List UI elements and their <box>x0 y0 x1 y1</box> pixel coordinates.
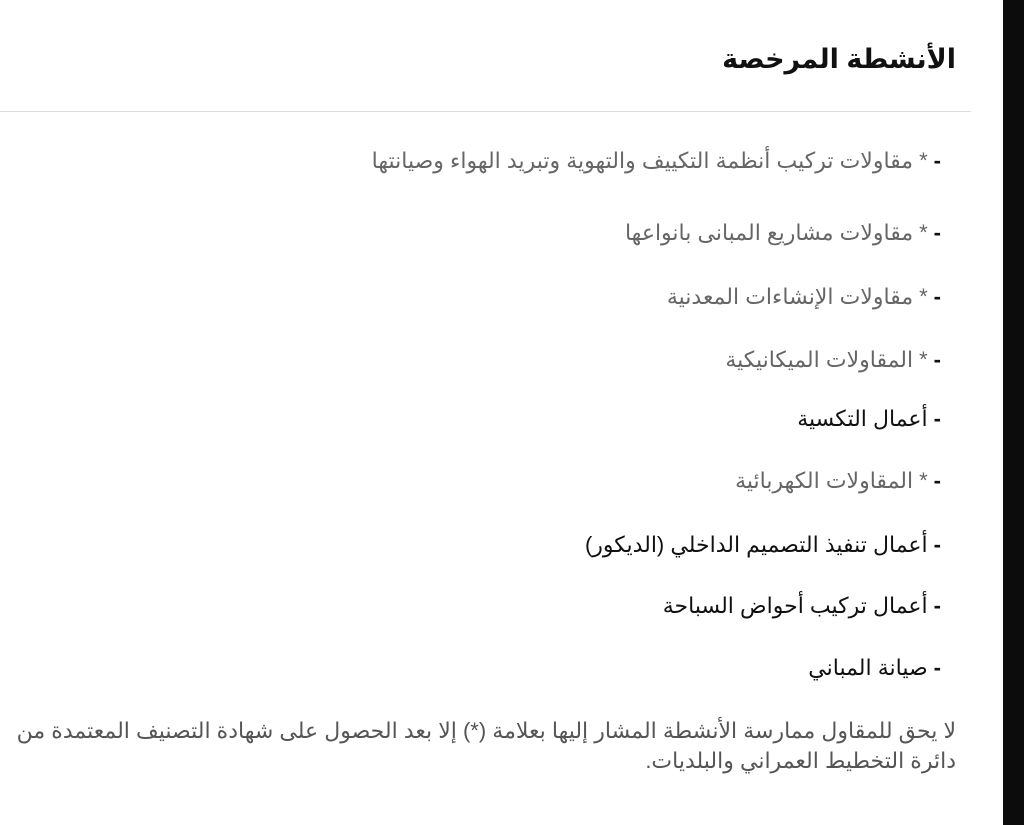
list-item <box>663 591 941 621</box>
activity-label: مقاولات الإنشاءات المعدنية <box>666 284 914 309</box>
activity-label: أعمال تركيب أحواض السباحة <box>662 593 928 618</box>
bullet-dash: - <box>933 347 941 372</box>
list-item <box>735 466 941 496</box>
asterisk-marker: * <box>919 220 928 245</box>
bullet-dash: - <box>933 655 941 680</box>
asterisk-marker: * <box>919 347 928 372</box>
page-title: الأنشطة المرخصة <box>722 44 956 74</box>
window-edge-bar <box>1003 0 1024 825</box>
bullet-dash: - <box>933 593 941 618</box>
asterisk-marker: * <box>919 468 928 493</box>
asterisk-marker: * <box>919 284 928 309</box>
list-item <box>808 653 941 683</box>
list-item <box>585 530 941 560</box>
activity-label: المقاولات الميكانيكية <box>725 347 914 372</box>
list-item <box>725 345 941 375</box>
bullet-dash: - <box>933 468 941 493</box>
activity-label: أعمال تنفيذ التصميم الداخلي (الديكور) <box>584 532 928 557</box>
activity-label: مقاولات مشاريع المبانى بانواعها <box>624 220 914 245</box>
activity-label: مقاولات تركيب أنظمة التكييف والتهوية وتبريد الهواء وصيانتها <box>371 148 914 173</box>
activity-label: صيانة المباني <box>808 655 928 680</box>
bullet-dash: - <box>933 406 941 431</box>
bullet-dash: - <box>933 532 941 557</box>
certification-note: لا يحق للمقاول ممارسة الأنشطة المشار إليها بعلامة (*) إلا بعد الحصول على شهادة التصنيف المعتمدة من دائرة التخطيط العمراني والبلديات. <box>16 718 956 773</box>
title-divider <box>0 111 971 112</box>
bullet-dash: - <box>933 284 941 309</box>
list-item <box>667 282 941 312</box>
bullet-dash: - <box>933 220 941 245</box>
list-item <box>625 218 941 248</box>
bullet-dash: - <box>933 148 941 173</box>
activity-label: المقاولات الكهربائية <box>735 468 914 493</box>
list-item <box>372 146 941 176</box>
asterisk-marker: * <box>919 148 928 173</box>
activity-label: أعمال التكسية <box>797 406 928 431</box>
list-item <box>797 404 941 434</box>
